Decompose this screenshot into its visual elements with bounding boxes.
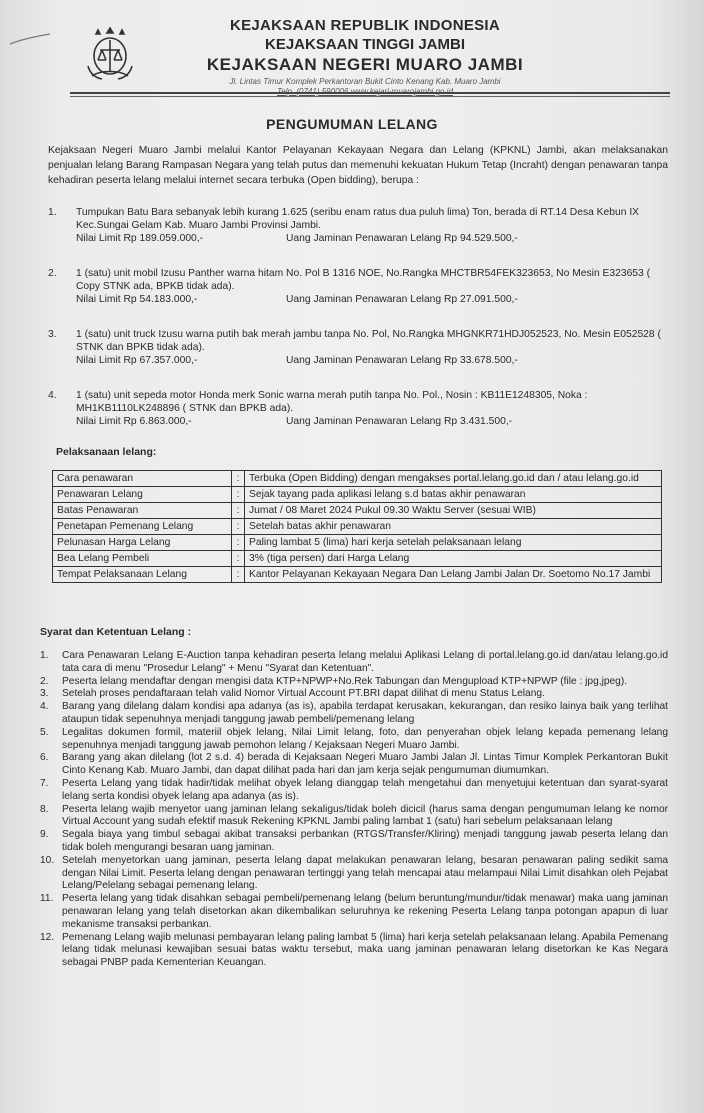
row-separator: : (232, 471, 245, 487)
row-value: Setelah batas akhir penawaran (245, 519, 662, 535)
item-nilai-limit: Nilai Limit Rp 54.183.000,- (76, 294, 198, 305)
item-uang-jaminan: Uang Jaminan Penawaran Lelang Rp 33.678.500,- (286, 355, 518, 366)
list-item (40, 701, 668, 727)
item-nilai-limit: Nilai Limit Rp 67.357.000,- (76, 355, 198, 366)
list-item-number: 4. (40, 701, 49, 713)
row-label: Bea Lelang Pembeli (53, 551, 232, 567)
kejaksaan-emblem-icon (80, 24, 140, 82)
list-item-number: 1. (40, 650, 49, 661)
row-label: Tempat Pelaksanaan Lelang (53, 567, 232, 583)
item-uang-jaminan: Uang Jaminan Penawaran Lelang Rp 94.529.500,- (286, 233, 518, 244)
item-uang-jaminan: Uang Jaminan Penawaran Lelang Rp 3.431.500,- (286, 416, 513, 427)
auction-item (48, 267, 668, 306)
list-item-text: Segala biaya yang timbul sebagai akibat transaksi perbankan (RTGS/Transfer/Kliring) menjadi tanggung jawab peserta lelang dan tidak boleh mengurangi besaran uang jaminan. (62, 829, 668, 853)
table-row (53, 535, 662, 551)
item-number: 4. (48, 390, 57, 401)
item-number: 2. (48, 268, 57, 279)
row-value: Sejak tayang pada aplikasi lelang s.d batas akhir penawaran (245, 487, 662, 503)
header-line-3: KEJAKSAAN NEGERI MUARO JAMBI (206, 55, 524, 74)
list-item (40, 893, 668, 931)
intro-paragraph: Kejaksaan Negeri Muaro Jambi melalui Kantor Pelayanan Kekayaan Negara dan Lelang (KPKNL) Jambi, akan melaksanakan penjualan lelang Barang Rampasan Negara yang telah putus dan memenuhi kekuatan Hukum Tetap (Incraht) dengan penawaran tanpa kehadiran peserta lelang melalui internet secara terbuka (Open bidding), berupa : (48, 145, 668, 186)
auction-items-list (48, 206, 668, 450)
letterhead (0, 6, 704, 106)
table-row (53, 503, 662, 519)
table-row (53, 471, 662, 487)
row-label: Cara penawaran (53, 471, 232, 487)
header-line-2: KEJAKSAAN TINGGI JAMBI (264, 36, 466, 53)
row-separator: : (232, 519, 245, 535)
table-row (53, 487, 662, 503)
list-item-text: Pemenang Lelang wajib melunasi pembayaran lelang paling lambat 5 (lima) hari kerja setelah pelaksanaan lelang. Apabila Pemenang lelang tidak melunasi kewajiban sesuai batas waktu tersebut, maka uang jaminan penawaran lelang disetorkan ke Kas Negara sebagai PNBP pada Kementerian Keuangan. (62, 931, 668, 969)
row-separator: : (232, 551, 245, 567)
row-value: Paling lambat 5 (lima) hari kerja setelah pelaksanaan lelang (245, 535, 662, 551)
table-row (53, 567, 662, 583)
list-item-number: 6. (40, 752, 49, 764)
row-value: Terbuka (Open Bidding) dengan mengakses portal.lelang.go.id dan / atau lelang.go.id (245, 471, 662, 487)
list-item-text: Barang yang dilelang dalam kondisi apa adanya (as is), apabila terdapat kerusakan, kekurangan, dan resiko lainya baik yang terlihat ataupun tidak sepenuhnya menjadi tanggung jawab pembeli/pemenang lelang (62, 701, 668, 725)
row-separator: : (232, 567, 245, 583)
list-item (40, 676, 668, 689)
table-row (53, 551, 662, 567)
pelaksanaan-table (52, 470, 662, 583)
item-description: 1 (satu) unit truck Izusu warna putih bak merah jambu tanpa No. Pol, No.Rangka MHGNKR71HDJ052523, No. Mesin E052528 ( STNK dan BPKB tidak ada). (76, 329, 661, 353)
list-item (40, 727, 668, 753)
row-label: Penawaran Lelang (53, 487, 232, 503)
list-item (40, 855, 668, 893)
header-line-1: KEJAKSAAN REPUBLIK INDONESIA (229, 17, 501, 34)
syarat-title: Syarat dan Ketentuan Lelang : (40, 626, 192, 638)
list-item-number: 2. (40, 675, 49, 687)
list-item-number: 11. (40, 893, 54, 905)
row-separator: : (232, 503, 245, 519)
header-divider-thick (70, 92, 670, 94)
item-description: 1 (satu) unit sepeda motor Honda merk Sonic warna merah putih tanpa No. Pol., Nosin : KB11E1248305, Noka : MH1KB1110LK248896 ( STNK dan BPKB ada). (76, 390, 588, 414)
auction-item (48, 389, 668, 428)
list-item (40, 804, 668, 830)
list-item (40, 778, 668, 804)
list-item (40, 932, 668, 970)
list-item-text: Setelah menyetorkan uang jaminan, peserta lelang dapat melakukan penawaran lelang, besaran penawaran paling sedikit sama dengan Nilai Limit. Peserta lelang dengan penawaran tertinggi yang telah mencapai atau melampaui Nilai Limit disahkan oleh Pejabat Lelang/Pelelang sebagai pemenang lelang. (62, 854, 668, 892)
list-item-number: 3. (40, 688, 49, 700)
list-item-number: 7. (40, 777, 49, 789)
header-contact: Telp. (0741) 590006 www.kejari-muarojambi.go.id (277, 87, 453, 96)
item-nilai-limit: Nilai Limit Rp 6.863.000,- (76, 416, 192, 427)
item-uang-jaminan: Uang Jaminan Penawaran Lelang Rp 27.091.500,- (286, 294, 518, 305)
list-item-number: 9. (40, 829, 49, 841)
row-separator: : (232, 535, 245, 551)
list-item-number: 12. (40, 931, 55, 943)
list-item (40, 688, 668, 701)
list-item (40, 752, 668, 778)
header-address: Jl. Lintas Timur Komplek Perkantoran Bukit Cinto Kenang Kab. Muaro Jambi (229, 77, 501, 86)
list-item-text: Peserta Lelang yang tidak hadir/tidak melihat obyek lelang dianggap telah mengetahui dan menyetujui ketentuan dan syarat-syarat lelang serta kondisi obyek lelang apa adanya (as is). (62, 777, 668, 802)
list-item-text: Peserta lelang yang tidak disahkan sebagai pembeli/pemenang lelang (belum beruntung/mundur/tidak menawar) maka uang jaminan penawaran lelang yang telah disetorkan akan dikembalikan seluruhnya ke rekening Peserta Lelang tanpa potongan apapun di luar mekanisme transaksi perbankan. (62, 893, 668, 930)
list-item-text: Legalitas dokumen formil, materiil objek lelang, Nilai Limit lelang, foto, dan penyerahan objek lelang kepada pemenang lelang sepenuhnya menjadi tanggung jawab pemohon lelang / Kejaksaan Negeri Muaro Jambi. (62, 726, 668, 751)
row-label: Pelunasan Harga Lelang (53, 535, 232, 551)
syarat-list (40, 650, 668, 970)
row-separator: : (232, 487, 245, 503)
item-description: Tumpukan Batu Bara sebanyak lebih kurang 1.625 (seribu enam ratus dua puluh lima) Ton, berada di RT.14 Desa Kebun IX Kec.Sungai Gelam Kab. Muaro Jambi Provinsi Jambi. (76, 207, 640, 231)
list-item-text: Barang yang akan dilelang (lot 2 s.d. 4) berada di Kejaksaan Negeri Muaro Jambi Jalan Jl. Lintas Timur Komplek Perkantoran Bukit Cinto Kenang Kab. Muaro Jambi, dan dapat dilihat pada hari dan jam kerja sejak pengumuman diumumkan. (62, 752, 668, 777)
row-label: Penetapan Pemenang Lelang (53, 519, 232, 535)
row-value: Jumat / 08 Maret 2024 Pukul 09.30 Waktu Server (sesuai WIB) (245, 503, 662, 519)
document-title: PENGUMUMAN LELANG (266, 116, 438, 132)
row-value: 3% (tiga persen) dari Harga Lelang (245, 551, 662, 567)
list-item-number: 10. (40, 854, 55, 866)
list-item-text: Peserta lelang mendaftar dengan mengisi data KTP+NPWP+No.Rek Tabungan dan Mengupload KTP+NPWP (file : jpg,jpeg). (62, 675, 628, 687)
list-item (40, 650, 668, 676)
item-number: 1. (48, 207, 57, 218)
list-item (40, 829, 668, 855)
row-value: Kantor Pelayanan Kekayaan Negara Dan Lelang Jambi Jalan Dr. Soetomo No.17 Jambi (245, 567, 662, 583)
table-row (53, 519, 662, 535)
list-item-number: 8. (40, 803, 49, 815)
pelaksanaan-title: Pelaksanaan lelang: (56, 446, 157, 458)
auction-item (48, 206, 668, 245)
row-label: Batas Penawaran (53, 503, 232, 519)
list-item-text: Peserta lelang wajib menyetor uang jaminan lelang sekaligus/tidak boleh dicicil (harus sama dengan pengumuman lelang ke nomor Virtual Account yang sudah efektif masuk Rekening KPKNL Jambi paling lambat 1 (satu) hari sebelum pelaksanaan lelang (62, 803, 668, 828)
item-description: 1 (satu) unit mobil Izusu Panther warna hitam No. Pol B 1316 NOE, No.Rangka MHCTBR54FEK323653, No Mesin E323653 ( Copy STNK ada, BPKB tidak ada). (76, 268, 651, 292)
header-divider-thin (70, 96, 670, 97)
auction-item (48, 328, 668, 367)
list-item-text: Cara Penawaran Lelang E-Auction tanpa kehadiran peserta lelang melalui Aplikasi Lelang di portal.lelang.go.id dan/atau lelang.go.id tata cara di menu "Prosedur Lelang" + Menu "Syarat dan Ketentuan". (62, 650, 668, 674)
list-item-text: Setelah proses pendaftaraan telah valid Nomor Virtual Account PT.BRI dapat dilihat di menu Status Lelang. (62, 688, 545, 700)
item-number: 3. (48, 329, 57, 340)
list-item-number: 5. (40, 726, 49, 738)
item-nilai-limit: Nilai Limit Rp 189.059.000,- (76, 233, 204, 244)
